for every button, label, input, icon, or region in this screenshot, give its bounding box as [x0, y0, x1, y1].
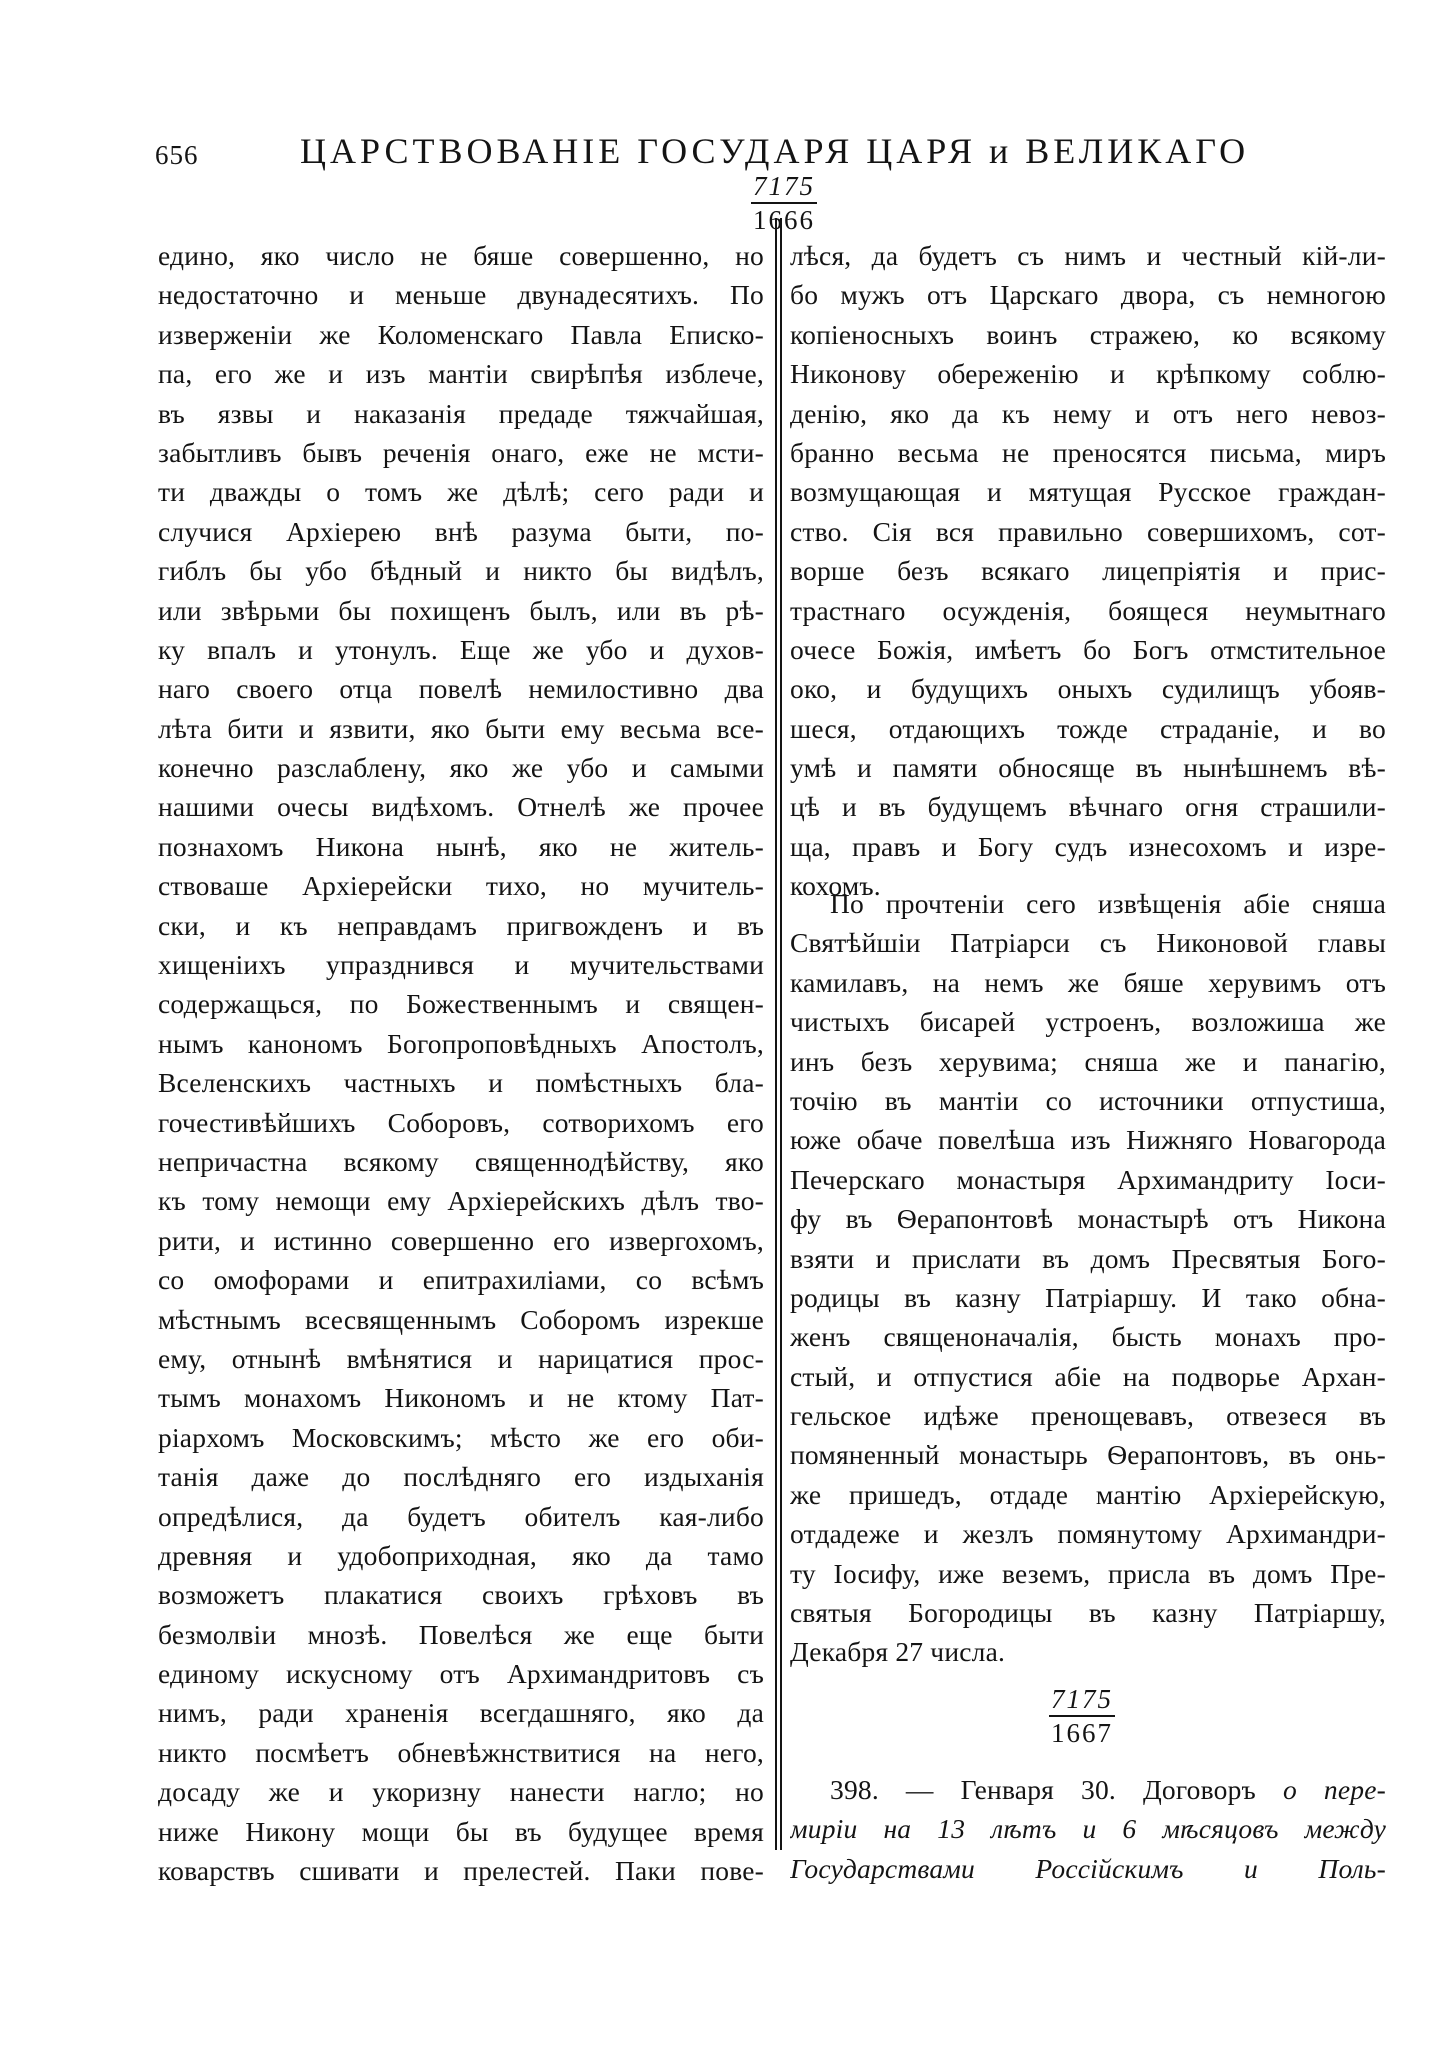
text-line: бранно весьма не преносятся письма, миръ — [790, 436, 1386, 468]
text-line: забытливъ бывъ реченія онаго, еже не мсти- — [158, 436, 764, 468]
text-line: бо мужъ отъ Царскаго двора, съ немногою — [790, 279, 1386, 311]
entry-398-line-2: миріи на 13 лѣтъ и 6 мѣсяцовъ между — [790, 1813, 1386, 1845]
text-line: стый, и отпустися абіе на подворье Архан- — [790, 1360, 1386, 1392]
text-line: къ тому немощи ему Архіерейскихъ дѣлъ тво- — [158, 1185, 764, 1217]
text-line: возможетъ плакатися своихъ грѣховъ въ — [158, 1579, 764, 1611]
text-line: Святѣйшіи Патріарси съ Никоновой главы — [790, 927, 1386, 959]
text-line: денію, яко да къ нему и отъ него невоз- — [790, 397, 1386, 429]
text-line: гочестивѣйшихъ Соборовъ, сотворихомъ его — [158, 1106, 764, 1138]
text-line: случися Архіерею внѣ разума быти, по- — [158, 515, 764, 547]
text-line: ему, отнынѣ вмѣнятися и нарицатися прос- — [158, 1342, 764, 1374]
text-line: ствоваше Архіерейски тихо, но мучитель- — [158, 870, 764, 902]
entry-398-line-1 — [790, 1770, 1386, 1809]
header-year-bottom: 1666 — [753, 205, 815, 235]
entry-year-bottom: 1667 — [1051, 1718, 1113, 1748]
entry-398 — [790, 1770, 1386, 1888]
text-line: камилавъ, на немъ же бяше херувимъ отъ — [790, 966, 1386, 998]
text-line: конечно разслаблену, яко же убо и самыми — [158, 752, 764, 784]
header-year-fraction — [734, 170, 834, 236]
text-line: въ язвы и наказанія предаде тяжчайшая, — [158, 397, 764, 429]
text-line: наго своего отца повелѣ немилостивно два — [158, 673, 764, 705]
text-line: рити, и истинно совершенно его извергохомъ, — [158, 1224, 764, 1256]
text-line: ство. Сія вся правильно совершихомъ, сот- — [790, 515, 1386, 547]
text-line: точію въ мантіи со источники отпустиша, — [790, 1084, 1386, 1116]
text-line: кохомъ. — [790, 870, 881, 902]
text-line: ку впалъ и утонулъ. Еще же убо и духов- — [158, 633, 764, 665]
text-line: лѣся, да будетъ съ нимъ и честный кій-ли- — [790, 240, 1386, 271]
text-line: недостаточно и меньше двунадесятихъ. По — [158, 279, 764, 311]
text-line: родицы въ казну Патріаршу. И тако обна- — [790, 1281, 1386, 1313]
text-line: со омофорами и епитрахиліами, со всѣмъ — [158, 1264, 764, 1296]
text-line: чистыхъ бисарей устроенъ, возложиша же — [790, 1006, 1386, 1038]
text-line: ниже Никону мощи бы въ будущее время — [158, 1815, 764, 1847]
text-line: познахомъ Никона нынѣ, яко не житель- — [158, 830, 764, 862]
entry-398-title-start: о пере- — [1282, 1774, 1386, 1805]
right-column-continuation — [790, 236, 1386, 906]
entry-year-fraction — [1032, 1683, 1132, 1749]
text-line: едино, яко число не бяше совершенно, но — [158, 240, 764, 271]
text-line: Вселенскихъ частныхъ и помѣстныхъ бла- — [158, 1067, 764, 1099]
text-line: безмолвіи мнозѣ. Повелѣся же еще быти — [158, 1618, 764, 1650]
text-line: Никонову обереженію и крѣпкому соблю- — [790, 358, 1386, 390]
text-line: древняя и удобоприходная, яко да тамо — [158, 1539, 764, 1571]
page-number: 656 — [155, 140, 199, 170]
column-divider — [775, 218, 782, 1850]
text-line: инъ безъ херувима; сняша же и панагію, — [790, 1045, 1386, 1077]
entry-398-heading: 398. — Генваря 30. Договоръ — [830, 1774, 1283, 1805]
text-line: нашими очесы видѣхомъ. Отнелѣ же прочее — [158, 791, 764, 823]
text-line: ти дважды о томъ же дѣлѣ; сего ради и — [158, 476, 764, 508]
text-line: трастнаго осужденія, боящеся неумытнаго — [790, 594, 1386, 626]
text-line: святыя Богородицы въ казну Патріаршу, — [790, 1597, 1386, 1629]
text-line: изверженіи же Коломенскаго Павла Еписко- — [158, 318, 764, 350]
running-head-title: ЦАРСТВОВАНІЕ ГОСУДАРЯ ЦАРЯ и ВЕЛИКАГО — [300, 131, 1250, 171]
text-line: ща, правъ и Богу судъ изнесохомъ и изре- — [790, 830, 1386, 862]
text-line: хищеніихъ упразднився и мучительствами — [158, 949, 764, 981]
text-line: досаду же и укоризну нанести нагло; но — [158, 1776, 764, 1808]
right-column-paragraph — [790, 884, 1386, 1672]
text-line: нимъ, ради храненія всегдашняго, яко да — [158, 1697, 764, 1729]
left-column — [158, 236, 764, 1890]
text-line: тымъ монахомъ Никономъ и не ктому Пат- — [158, 1382, 764, 1414]
text-line: единому искусному отъ Архимандритовъ съ — [158, 1658, 764, 1690]
text-line: опредѣлися, да будетъ обителъ кая-либо — [158, 1500, 764, 1532]
entry-398-line-3: Государствами Россійскимъ и Поль- — [790, 1852, 1386, 1884]
text-line: очесе Божія, имѣетъ бо Богъ отмстительное — [790, 633, 1386, 665]
text-line: ски, и къ неправдамъ пригвожденъ и въ — [158, 909, 764, 941]
text-line: ріархомъ Московскимъ; мѣсто же его оби- — [158, 1421, 764, 1453]
text-line: цѣ и въ будущемъ вѣчнаго огня страшили- — [790, 791, 1386, 823]
text-line: гиблъ бы убо бѣдный и никто бы видѣлъ, — [158, 555, 764, 587]
text-line: возмущающая и мятущая Русское граждан- — [790, 476, 1386, 508]
entry-year-top: 7175 — [1049, 1683, 1115, 1717]
text-line: помяненный монастырь Ѳерапонтовъ, въ онь- — [790, 1439, 1386, 1471]
text-line: или звѣрьми бы похищенъ былъ, или въ рѣ- — [158, 594, 764, 626]
text-line: гельское идѣже пренощевавъ, отвезеся въ — [790, 1400, 1386, 1432]
text-line: лѣта бити и язвити, яко быти ему весьма все- — [158, 712, 764, 744]
text-line: юже обаче повелѣша изъ Нижняго Новагорода — [790, 1124, 1386, 1156]
text-line: копіеносныхъ воинъ стражею, ко всякому — [790, 318, 1386, 350]
text-line: никто посмѣетъ обневѣжнствитися на него, — [158, 1736, 764, 1768]
text-line: фу въ Ѳерапонтовѣ монастырѣ отъ Никона — [790, 1203, 1386, 1235]
header-year-top: 7175 — [751, 170, 817, 204]
text-line: па, его же и изъ мантіи свирѣпѣя изблече, — [158, 358, 764, 390]
text-line: По прочтеніи сего извѣщенія абіе сняша — [830, 888, 1386, 919]
text-line: нымъ канономъ Богопроповѣдныхъ Апостолъ, — [158, 1027, 764, 1059]
text-line: взяти и прислати въ домъ Пресвятыя Бого- — [790, 1242, 1386, 1274]
text-line: Печерскаго монастыря Архимандриту Іоси- — [790, 1163, 1386, 1195]
text-line: мѣстнымъ всесвященнымъ Соборомъ изрекше — [158, 1303, 764, 1335]
text-line: танія даже до послѣдняго его издыханія — [158, 1461, 764, 1493]
text-line: же пришедъ, отдаде мантію Архіерейскую, — [790, 1478, 1386, 1510]
text-line: женъ священоначалія, бысть монахъ про- — [790, 1321, 1386, 1353]
text-line: ту Іосифу, иже веземъ, присла въ домъ Пре- — [790, 1557, 1386, 1589]
text-line: ворше безъ всякаго лицепріятія и прис- — [790, 555, 1386, 587]
text-line: непричастна всякому священнодѣйству, яко — [158, 1145, 764, 1177]
text-line: отдадеже и жезлъ помянутому Архимандри- — [790, 1518, 1386, 1550]
text-line: Декабря 27 числа. — [790, 1636, 1006, 1668]
text-line: умѣ и памяти обносяще въ нынѣшнемъ вѣ- — [790, 752, 1386, 784]
text-line: содержащься, по Божественнымъ и священ- — [158, 988, 764, 1020]
text-line: шеся, отдающихъ тожде страданіе, и во — [790, 712, 1386, 744]
text-line: коварствъ сшивати и прелестей. Паки пове- — [158, 1855, 764, 1887]
text-line: око, и будущихъ оныхъ судилищъ убояв- — [790, 673, 1386, 705]
